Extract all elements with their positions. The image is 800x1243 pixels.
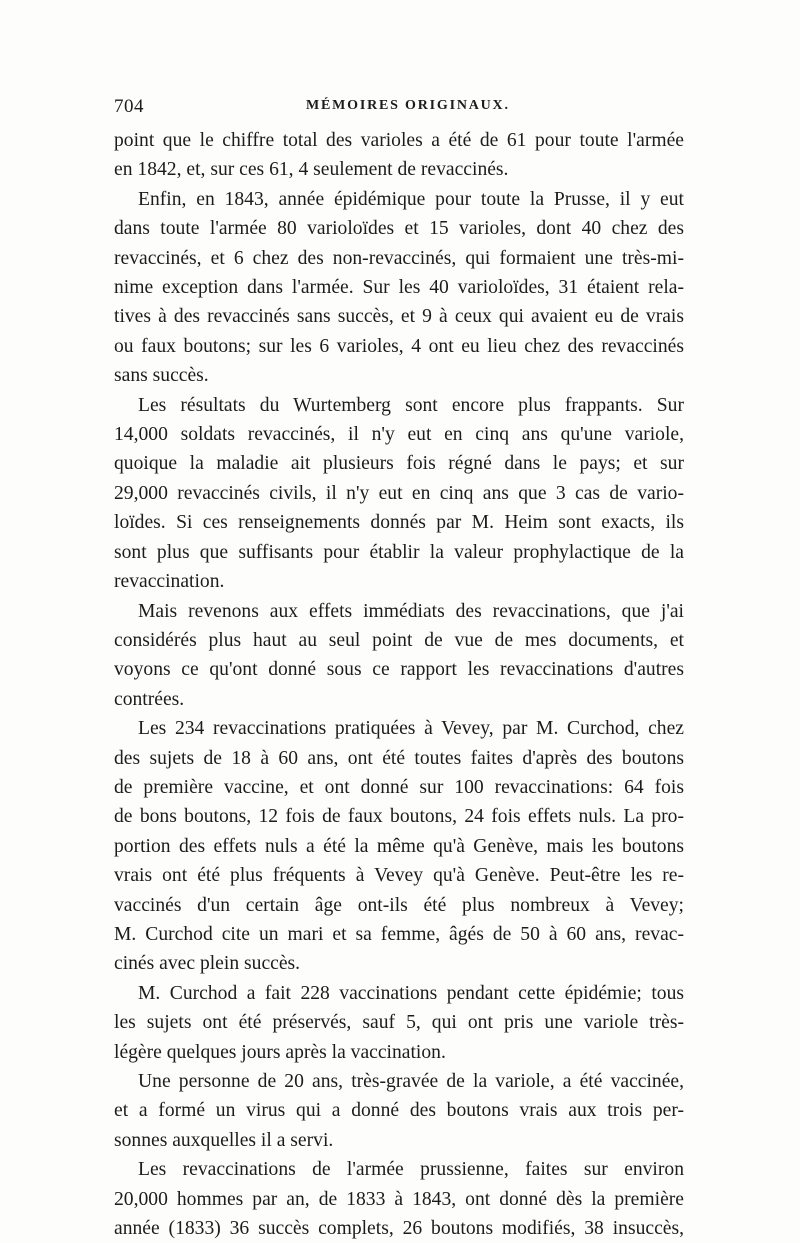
text-line: légère quelques jours après la vaccination. <box>114 1041 446 1063</box>
text-line: Les résultats du Wurtemberg sont encore plus frappants. Sur <box>138 394 684 416</box>
text-line: sonnes auxquelles il a servi. <box>114 1129 334 1151</box>
text-line: en 1842, et, sur ces 61, 4 seulement de revaccinés. <box>114 159 509 181</box>
text-line: tives à des revaccinés sans succès, et 9 à ceux qui avaient eu de vrais <box>114 306 684 328</box>
text-line: vrais ont été plus fréquents à Vevey qu'à Genève. Peut-être les re- <box>114 865 684 887</box>
text-line: ou faux boutons; sur les 6 varioles, 4 ont eu lieu chez des revaccinés <box>114 335 684 357</box>
text-line: 14,000 soldats revaccinés, il n'y eut en cinq ans qu'une variole, <box>114 424 684 446</box>
text-line: de première vaccine, et ont donné sur 100 revaccinations: 64 fois <box>114 776 684 798</box>
text-line: quoique la maladie ait plusieurs fois régné dans le pays; et sur <box>114 453 684 475</box>
text-line: de bons boutons, 12 fois de faux boutons, 24 fois effets nuls. La pro- <box>114 806 684 828</box>
body-text <box>114 126 684 1243</box>
text-line: Les 234 revaccinations pratiquées à Vevey, par M. Curchod, chez <box>138 718 684 740</box>
text-line: sans succès. <box>114 365 209 387</box>
text-line: considérés plus haut au seul point de vue de mes documents, et <box>114 629 684 651</box>
text-line: année (1833) 36 succès complets, 26 boutons modifiés, 38 insuccès, <box>114 1218 684 1240</box>
text-line: et a formé un virus qui a donné des boutons vrais aux trois per- <box>114 1100 684 1122</box>
text-line: vaccinés d'un certain âge ont-ils été plus nombreux à Vevey; <box>114 894 684 916</box>
running-title: MÉMOIRES ORIGINAUX. <box>306 98 510 113</box>
text-line: Mais revenons aux effets immédiats des revaccinations, que j'ai <box>138 600 684 622</box>
text-line: voyons ce qu'ont donné sous ce rapport les revaccinations d'autres <box>114 659 684 681</box>
text-line: Enfin, en 1843, année épidémique pour toute la Prusse, il y eut <box>138 188 684 210</box>
text-line: 20,000 hommes par an, de 1833 à 1843, ont donné dès la première <box>114 1188 684 1210</box>
text-line: contrées. <box>114 688 185 710</box>
text-line: Les revaccinations de l'armée prussienne, faites sur environ <box>138 1159 684 1181</box>
text-line: cinés avec plein succès. <box>114 953 301 975</box>
text-line: loïdes. Si ces renseignements donnés par M. Heim sont exacts, ils <box>114 512 684 534</box>
text-line: revaccinés, et 6 chez des non-revaccinés, qui formaient une très-mi- <box>114 247 684 269</box>
text-line: des sujets de 18 à 60 ans, ont été toutes faites d'après des boutons <box>114 747 684 769</box>
text-line: M. Curchod cite un mari et sa femme, âgés de 50 à 60 ans, revac- <box>114 923 684 945</box>
page-number: 704 <box>114 96 144 117</box>
page-header <box>114 96 684 120</box>
text-line: point que le chiffre total des varioles a été de 61 pour toute l'armée <box>114 130 684 151</box>
text-line: 29,000 revaccinés civils, il n'y eut en cinq ans que 3 cas de vario- <box>114 482 684 504</box>
text-line: revaccination. <box>114 571 225 593</box>
text-line: portion des effets nuls a été la même qu'à Genève, mais les boutons <box>114 835 684 857</box>
text-line: les sujets ont été préservés, sauf 5, qui ont pris une variole très- <box>114 1012 684 1034</box>
text-line: nime exception dans l'armée. Sur les 40 varioloïdes, 31 étaient rela- <box>114 277 684 299</box>
text-line: sont plus que suffisants pour établir la valeur prophylactique de la <box>114 541 684 563</box>
text-line: M. Curchod a fait 228 vaccinations pendant cette épidémie; tous <box>138 982 684 1004</box>
text-line: Une personne de 20 ans, très-gravée de la variole, a été vaccinée, <box>138 1071 684 1092</box>
text-line: dans toute l'armée 80 varioloïdes et 15 varioles, dont 40 chez des <box>114 218 684 240</box>
